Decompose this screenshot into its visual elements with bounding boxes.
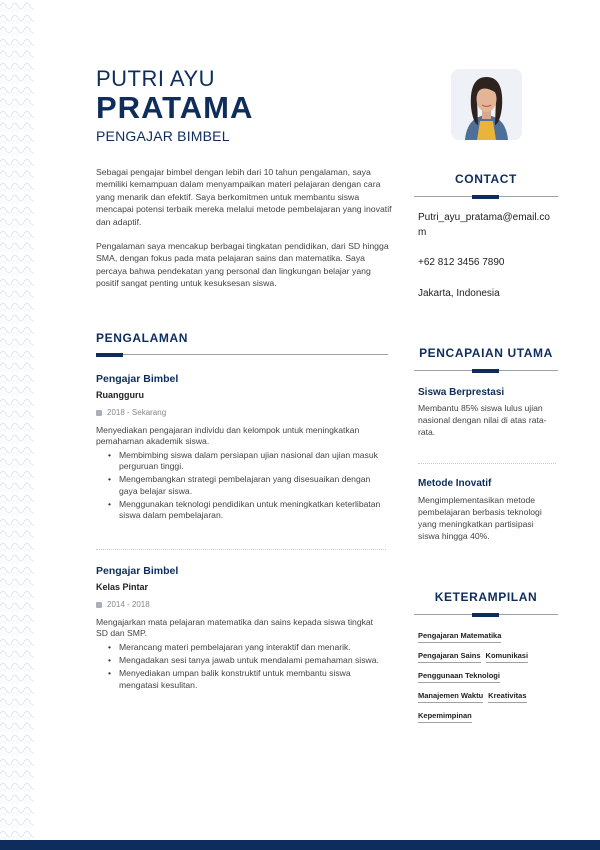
experience-rule: [96, 354, 388, 355]
contact-heading: CONTACT: [455, 172, 517, 186]
skills-list: [418, 631, 558, 723]
experience-rule-accent: [96, 353, 123, 357]
summary-paragraph: Pengalaman saya mencakup berbagai tingkatan pendidikan, dari SD hingga SMA, dengan fokus pada mata pelajaran sains dan matematika. Saya percaya bahwa pendekatan yang personal dan lingkungan belajar yang positif sangat penting untuk kesuksesan siswa.: [96, 241, 389, 289]
experience-heading: PENGALAMAN: [96, 331, 188, 345]
achievement-title: Siswa Berprestasi: [418, 387, 505, 398]
job-role: Pengajar Bimbel: [96, 565, 179, 577]
achievement-title: Metode Inovatif: [418, 478, 492, 489]
job-company: Ruangguru: [96, 390, 144, 400]
achievement-text: Membantu 85% siswa lulus ujian nasional dengan nilai di atas rata-rata.: [418, 403, 547, 437]
first-name: PUTRI AYU: [96, 66, 216, 91]
skills-heading: KETERAMPILAN: [434, 590, 538, 604]
last-name: PRATAMA: [96, 90, 254, 125]
contact-rule-accent: [472, 195, 499, 199]
job-bullet: • Membimbing siswa dalam persiapan ujian nasional dan ujian masuk perguruan tinggi.: [108, 450, 390, 472]
job-bullet: • Menggunakan teknologi pendidikan untuk meningkatkan keterlibatan siswa dalam pembelajaran.: [108, 499, 390, 521]
calendar-icon: [96, 410, 102, 416]
job-bullet-list: [108, 450, 390, 523]
job-role: Pengajar Bimbel: [96, 373, 179, 385]
contact-email[interactable]: Putri_ayu_pratama@email.com: [418, 212, 550, 238]
job-description: Mengajarkan mata pelajaran matematika dan sains kepada siswa tingkat SD dan SMP.: [96, 617, 374, 639]
job-divider: [96, 549, 386, 550]
profile-photo: [451, 69, 522, 140]
job-dates-text: 2018 - Sekarang: [107, 408, 167, 417]
achievements-heading: PENCAPAIAN UTAMA: [419, 346, 553, 360]
job-bullet: • Merancang materi pembelajaran yang interaktif dan menarik.: [108, 642, 390, 653]
job-bullet: • Menyediakan umpan balik konstruktif untuk membantu siswa mengatasi kesulitan.: [108, 668, 390, 690]
skill-tag: Kepemimpinan: [418, 711, 472, 723]
job-dates: [96, 408, 166, 417]
decorative-pattern: [0, 0, 34, 850]
skill-tag: Manajemen Waktu: [418, 691, 483, 703]
achievement-text: Mengimplementasikan metode pembelajaran berbasis teknologi yang meningkatkan partisipasi siswa hingga 40%.: [418, 495, 542, 541]
skills-rule-accent: [472, 613, 499, 617]
job-company: Kelas Pintar: [96, 582, 149, 592]
profile-summary: [96, 166, 392, 302]
achievements-rule-accent: [472, 369, 499, 373]
job-dates-text: 2014 - 2018: [107, 600, 150, 609]
job-description: Menyediakan pengajaran individu dan kelompok untuk meningkatkan pemahaman akademik siswa.: [96, 425, 360, 447]
contact-phone[interactable]: +62 812 3456 7890: [418, 257, 505, 268]
calendar-icon: [96, 602, 102, 608]
skill-tag: Kreativitas: [488, 691, 526, 703]
contact-location: Jakarta, Indonesia: [418, 288, 500, 299]
footer-bar: [0, 840, 600, 850]
summary-paragraph: Sebagai pengajar bimbel dengan lebih dari 10 tahun pengalaman, saya memiliki kemampuan dalam menyampaikan materi pelajaran dengan cara yang menarik dan efektif. Saya berkomitmen untuk membantu siswa mencapai potensi terbaik mereka melalui metode pembelajaran yang inovatif dan adaptif.: [96, 167, 392, 227]
achievement-divider: [418, 463, 556, 464]
job-bullet: • Mengembangkan strategi pembelajaran yang disesuaikan dengan gaya belajar siswa.: [108, 474, 390, 496]
skill-tag: Penggunaan Teknologi: [418, 671, 500, 683]
job-title: PENGAJAR BIMBEL: [96, 128, 230, 144]
job-bullet: • Mengadakan sesi tanya jawab untuk mendalami pemahaman siswa.: [108, 655, 390, 666]
job-bullet-list: [108, 642, 390, 693]
job-dates: [96, 600, 150, 609]
skill-tag: Pengajaran Sains: [418, 651, 481, 663]
skill-tag: Komunikasi: [486, 651, 529, 663]
skill-tag: Pengajaran Matematika: [418, 631, 501, 643]
